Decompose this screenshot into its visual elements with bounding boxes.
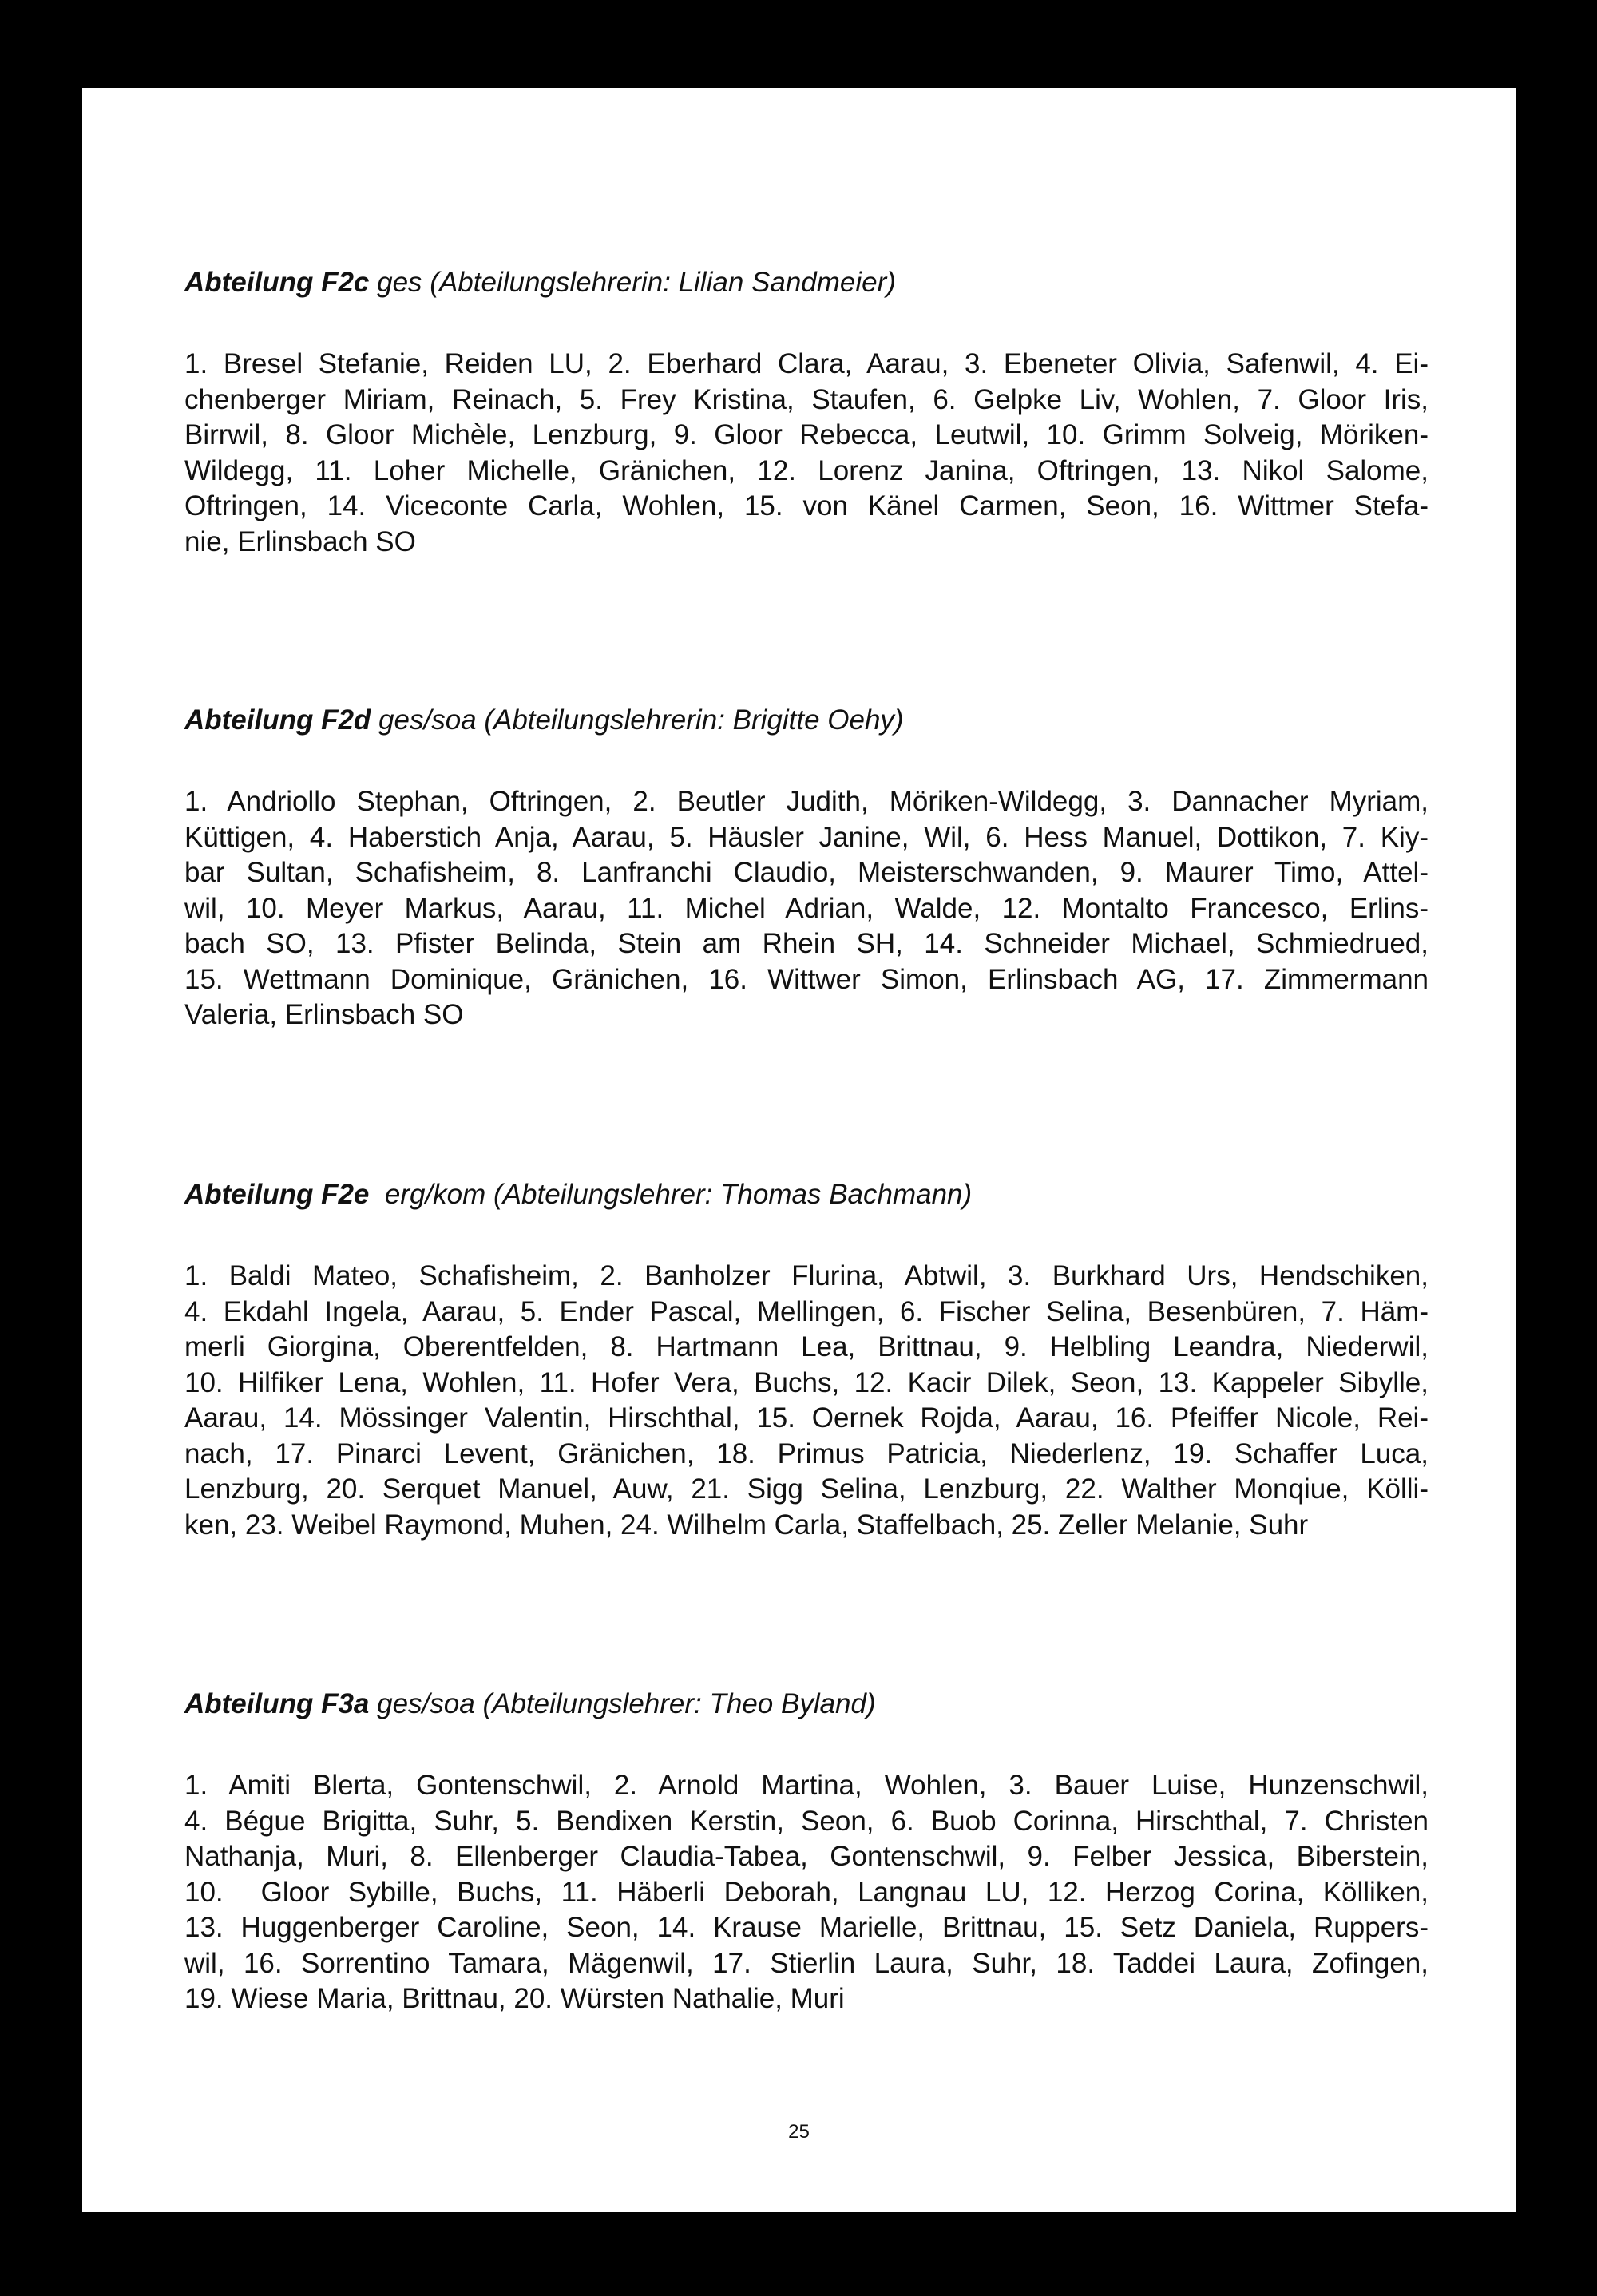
list-line: Wildegg, 11. Loher Michelle, Gränichen, 12. Lorenz Janina, Oftringen, 13. Nikol Salome,	[184, 454, 1429, 486]
list-line: merli Giorgina, Oberentfelden, 8. Hartmann Lea, Brittnau, 9. Helbling Leandra, Niederwil,	[184, 1331, 1429, 1362]
list-line: bar Sultan, Schafisheim, 8. Lanfranchi Claudio, Meisterschwanden, 9. Maurer Timo, Attel-	[184, 857, 1429, 888]
student-list	[184, 347, 1429, 560]
list-line: 1. Amiti Blerta, Gontenschwil, 2. Arnold Martina, Wohlen, 3. Bauer Luise, Hunzenschwil,	[184, 1770, 1429, 1801]
section-teacher: ges/soa (Abteilungslehrer: Theo Byland)	[369, 1688, 876, 1719]
student-list	[184, 1768, 1429, 2017]
section-heading	[184, 265, 1429, 300]
list-line: 19. Wiese Maria, Brittnau, 20. Würsten Nathalie, Muri	[184, 1983, 845, 2014]
section-f3a	[184, 1687, 1429, 2017]
section-heading	[184, 1177, 1429, 1212]
list-line: bach SO, 13. Pfister Belinda, Stein am Rhein SH, 14. Schneider Michael, Schmiedrued,	[184, 928, 1429, 959]
list-line: ken, 23. Weibel Raymond, Muhen, 24. Wilhelm Carla, Staffelbach, 25. Zeller Melanie, Suhr	[184, 1509, 1309, 1541]
section-heading	[184, 1687, 1429, 1722]
list-line: 15. Wettmann Dominique, Gränichen, 16. Wittwer Simon, Erlinsbach AG, 17. Zimmermann	[184, 963, 1429, 995]
list-line: nach, 17. Pinarci Levent, Gränichen, 18. Primus Patricia, Niederlenz, 19. Schaffer Luca,	[184, 1437, 1429, 1469]
list-line: Nathanja, Muri, 8. Ellenberger Claudia-Tabea, Gontenschwil, 9. Felber Jessica, Biberstein,	[184, 1841, 1429, 1872]
section-teacher: erg/kom (Abteilungslehrer: Thomas Bachmann)	[369, 1179, 973, 1210]
list-line: Birrwil, 8. Gloor Michèle, Lenzburg, 9. Gloor Rebecca, Leutwil, 10. Grimm Solveig, Möriken-	[184, 419, 1429, 450]
list-line: 4. Ekdahl Ingela, Aarau, 5. Ender Pascal, Mellingen, 6. Fischer Selina, Besenbüren, 7. Häm-	[184, 1295, 1429, 1327]
section-label: Abteilung F2d	[184, 704, 371, 736]
document-page	[82, 88, 1516, 2212]
section-f2e	[184, 1177, 1429, 1543]
list-line: wil, 16. Sorrentino Tamara, Mägenwil, 17. Stierlin Laura, Suhr, 18. Taddei Laura, Zofingen,	[184, 1947, 1429, 1979]
section-label: Abteilung F3a	[184, 1688, 370, 1719]
list-line: chenberger Miriam, Reinach, 5. Frey Kristina, Staufen, 6. Gelpke Liv, Wohlen, 7. Gloor Iris,	[184, 383, 1429, 415]
page-number: 25	[788, 2121, 810, 2143]
student-list	[184, 784, 1429, 1033]
student-list	[184, 1259, 1429, 1543]
list-line: 1. Andriollo Stephan, Oftringen, 2. Beutler Judith, Möriken-Wildegg, 3. Dannacher Myriam,	[184, 786, 1429, 817]
list-line: 10. Gloor Sybille, Buchs, 11. Häberli Deborah, Langnau LU, 12. Herzog Corina, Kölliken,	[184, 1876, 1429, 1908]
list-line: Aarau, 14. Mössinger Valentin, Hirschthal, 15. Oernek Rojda, Aarau, 16. Pfeiffer Nicole, Rei-	[184, 1402, 1429, 1434]
section-label: Abteilung F2c	[184, 267, 370, 298]
list-line: nie, Erlinsbach SO	[184, 525, 416, 557]
section-heading	[184, 703, 1429, 738]
list-line: Küttigen, 4. Haberstich Anja, Aarau, 5. Häusler Janine, Wil, 6. Hess Manuel, Dottikon, 7. Kiy-	[184, 821, 1429, 853]
list-line: Lenzburg, 20. Serquet Manuel, Auw, 21. Sigg Selina, Lenzburg, 22. Walther Monqiue, Kölli-	[184, 1473, 1429, 1505]
list-line: 13. Huggenberger Caroline, Seon, 14. Krause Marielle, Brittnau, 15. Setz Daniela, Ruppers-	[184, 1912, 1429, 1943]
list-line: 10. Hilfiker Lena, Wohlen, 11. Hofer Vera, Buchs, 12. Kacir Dilek, Seon, 13. Kappeler Sibylle,	[184, 1366, 1429, 1398]
section-f2d	[184, 703, 1429, 1033]
list-line: Oftringen, 14. Viceconte Carla, Wohlen, 15. von Känel Carmen, Seon, 16. Wittmer Stefa-	[184, 490, 1429, 521]
section-teacher: ges/soa (Abteilungslehrerin: Brigitte Oehy)	[371, 704, 904, 736]
section-f2c	[184, 265, 1429, 560]
list-line: wil, 10. Meyer Markus, Aarau, 11. Michel Adrian, Walde, 12. Montalto Francesco, Erlins-	[184, 892, 1429, 924]
section-label: Abteilung F2e	[184, 1179, 370, 1210]
list-line: Valeria, Erlinsbach SO	[184, 999, 464, 1030]
list-line: 1. Bresel Stefanie, Reiden LU, 2. Eberhard Clara, Aarau, 3. Ebeneter Olivia, Safenwil, 4. Ei-	[184, 348, 1429, 379]
section-teacher: ges (Abteilungslehrerin: Lilian Sandmeier)	[369, 267, 896, 298]
list-line: 4. Bégue Brigitta, Suhr, 5. Bendixen Kerstin, Seon, 6. Buob Corinna, Hirschthal, 7. Christen	[184, 1805, 1429, 1837]
list-line: 1. Baldi Mateo, Schafisheim, 2. Banholzer Flurina, Abtwil, 3. Burkhard Urs, Hendschiken,	[184, 1260, 1429, 1291]
